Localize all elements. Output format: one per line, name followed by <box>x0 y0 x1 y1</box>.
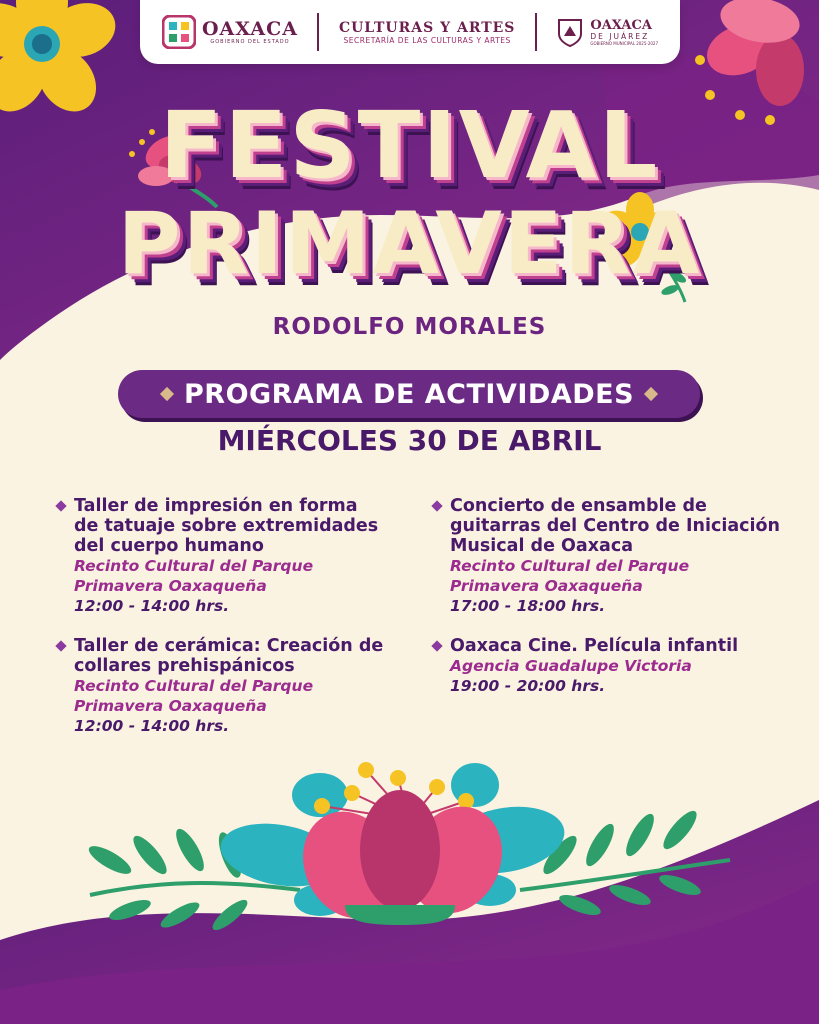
juarez-title: OAXACA <box>590 17 652 33</box>
event-place: Recinto Cultural del Parque Primavera Oaxaqueña <box>74 677 314 715</box>
oaxaca-logo-text: OAXACA <box>202 17 298 40</box>
diamond-bullet-icon <box>160 387 174 401</box>
juarez-period: GOBIERNO MUNICIPAL 2025-2027 <box>590 40 658 46</box>
event-item <box>432 636 782 696</box>
event-title: Taller de impresión en forma de tatuaje sobre extremidades del cuerpo humano <box>74 496 379 556</box>
event-title: Concierto de ensamble de guitarras del Centro de Iniciación Musical de Oaxaca <box>450 496 780 556</box>
header-logos-bar <box>140 0 680 64</box>
festival-subtitle: RODOLFO MORALES <box>272 314 547 340</box>
juarez-logo <box>556 16 658 48</box>
event-date: MIÉRCOLES 30 DE ABRIL <box>217 424 602 457</box>
event-time: 12:00 - 14:00 hrs. <box>74 597 230 615</box>
header-divider <box>535 13 537 51</box>
program-label: PROGRAMA DE ACTIVIDADES <box>183 378 635 410</box>
diamond-bullet-icon <box>55 640 66 651</box>
culturas-logo <box>339 20 515 45</box>
event-time: 19:00 - 20:00 hrs. <box>450 677 606 695</box>
culturas-title: CULTURAS Y ARTES <box>338 19 516 36</box>
juarez-emblem-icon <box>556 16 584 48</box>
oaxaca-logo-icon <box>162 15 196 49</box>
event-place: Agencia Guadalupe Victoria <box>450 657 692 675</box>
event-item <box>56 636 386 736</box>
event-item <box>432 496 782 616</box>
oaxaca-logo-subtext: GOBIERNO DEL ESTADO <box>210 38 290 45</box>
oaxaca-state-logo <box>162 15 298 49</box>
diamond-bullet-icon <box>55 500 66 511</box>
event-title: Taller de cerámica: Creación de collares prehispánicos <box>74 636 384 676</box>
events-right-column <box>432 496 782 716</box>
culturas-subtitle: SECRETARÍA DE LAS CULTURAS Y ARTES <box>343 35 511 45</box>
diamond-bullet-icon <box>431 500 442 511</box>
festival-title-line1: FESTIVAL <box>159 92 660 199</box>
events-left-column <box>56 496 386 756</box>
event-place: Recinto Cultural del Parque Primavera Oaxaqueña <box>450 557 690 595</box>
event-time: 12:00 - 14:00 hrs. <box>74 717 230 735</box>
header-divider <box>317 13 319 51</box>
event-item <box>56 496 386 616</box>
flower-icon <box>216 762 570 934</box>
diamond-bullet-icon <box>644 387 658 401</box>
event-place: Recinto Cultural del Parque Primavera Oaxaqueña <box>74 557 314 595</box>
event-time: 17:00 - 18:00 hrs. <box>450 597 606 615</box>
diamond-bullet-icon <box>431 640 442 651</box>
juarez-subtitle: DE JUÁREZ <box>590 31 650 41</box>
festival-title-line2: PRIMAVERA <box>117 194 702 294</box>
program-banner <box>118 370 700 418</box>
event-title: Oaxaca Cine. Película infantil <box>450 636 739 656</box>
